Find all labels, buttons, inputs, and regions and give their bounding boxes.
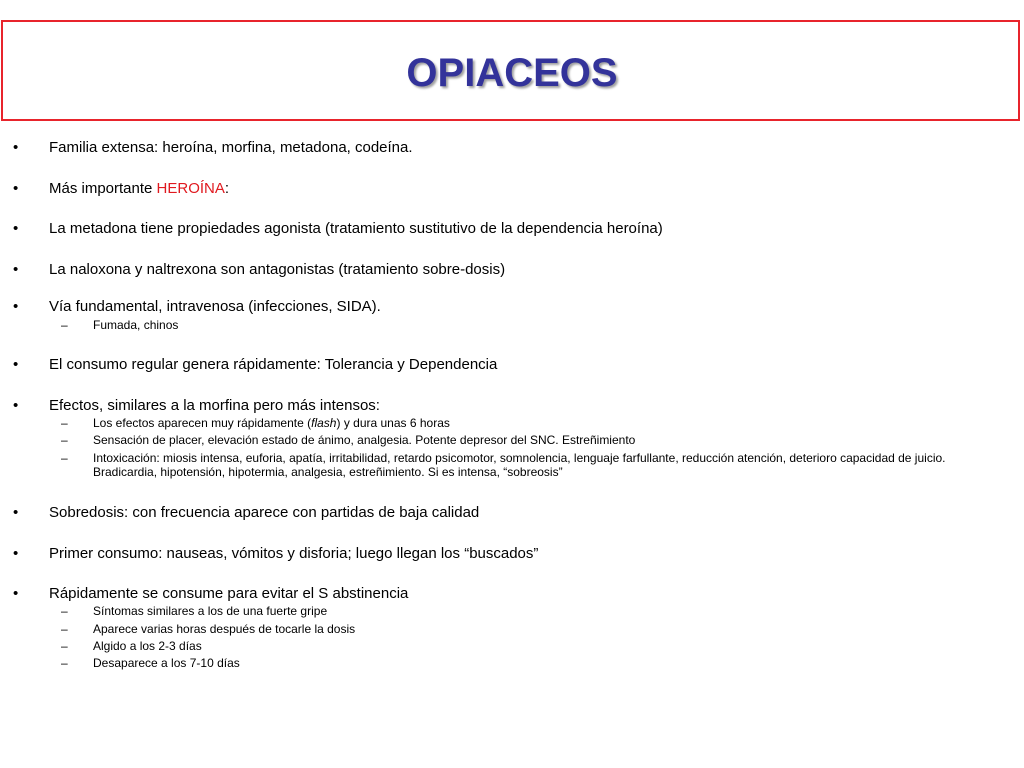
bullet-mark: • <box>13 356 19 373</box>
sub-text: Desaparece a los 7-10 días <box>93 656 240 670</box>
bullet-text: La metadona tiene propiedades agonista (tratamiento sustitutivo de la dependencia heroína) <box>49 220 663 237</box>
sub-text: Intoxicación: miosis intensa, euforia, apatía, irritabilidad, retardo psicomotor, somnolencia, lenguaje farfullante, reducción atención, deterioro capacidad de juicio. Bradicardia, hipotensión, hipotermia, analgesia, estreñimiento. Si es intensa, “sobreosis” <box>93 451 946 479</box>
bullet-text: Rápidamente se consume para evitar el S abstinencia <box>49 585 409 602</box>
sub-text-suffix: ) y dura unas 6 horas <box>336 416 450 430</box>
sub-mark: – <box>61 604 68 618</box>
bullet-text: Efectos, similares a la morfina pero más intensos: <box>49 397 380 414</box>
bullet-mark: • <box>13 220 19 237</box>
bullet-mark: • <box>13 585 19 602</box>
bullet-mark: • <box>13 397 19 414</box>
bullet-text <box>49 180 1009 198</box>
sub-text: Fumada, chinos <box>93 318 179 332</box>
slide-title: OPIACEOS <box>406 51 618 95</box>
bullet-mark: • <box>13 504 19 521</box>
flash-term: flash <box>311 416 337 430</box>
bullet-mark: • <box>13 261 19 278</box>
bullet-text: Vía fundamental, intravenosa (infecciones, SIDA). <box>49 298 381 315</box>
bullet-mark: • <box>13 545 19 562</box>
sub-text: Síntomas similares a los de una fuerte gripe <box>93 604 328 618</box>
bullet-text: Primer consumo: nauseas, vómitos y disforia; luego llegan los “buscados” <box>49 545 539 562</box>
sub-mark: – <box>61 622 68 636</box>
sub-text <box>93 416 993 430</box>
sub-mark: – <box>61 318 68 332</box>
sub-text: Aparece varias horas después de tocarle la dosis <box>93 622 356 636</box>
sub-mark: – <box>61 433 68 447</box>
bullet-text: Familia extensa: heroína, morfina, metadona, codeína. <box>49 139 413 156</box>
bullet-text: La naloxona y naltrexona son antagonistas (tratamiento sobre-dosis) <box>49 261 506 278</box>
sub-mark: – <box>61 639 68 653</box>
bullet-text: El consumo regular genera rápidamente: Tolerancia y Dependencia <box>49 356 498 373</box>
sub-text: Sensación de placer, elevación estado de ánimo, analgesia. Potente depresor del SNC. Estreñimiento <box>93 433 636 447</box>
bullet-mark: • <box>13 180 19 197</box>
bullet-mark: • <box>13 139 19 156</box>
sub-text-prefix: Los efectos aparecen muy rápidamente ( <box>93 416 312 430</box>
sub-mark: – <box>61 656 68 670</box>
bullet-text-suffix: : <box>224 180 230 197</box>
sub-text: Algido a los 2-3 días <box>93 639 202 653</box>
bullet-mark: • <box>13 298 19 315</box>
sub-mark: – <box>61 416 68 430</box>
bullet-text-prefix: Más importante <box>49 180 157 197</box>
bullet-text: Sobredosis: con frecuencia aparece con partidas de baja calidad <box>49 504 480 521</box>
highlight-heroina: HEROÍNA <box>156 180 225 197</box>
sub-mark: – <box>61 451 68 465</box>
